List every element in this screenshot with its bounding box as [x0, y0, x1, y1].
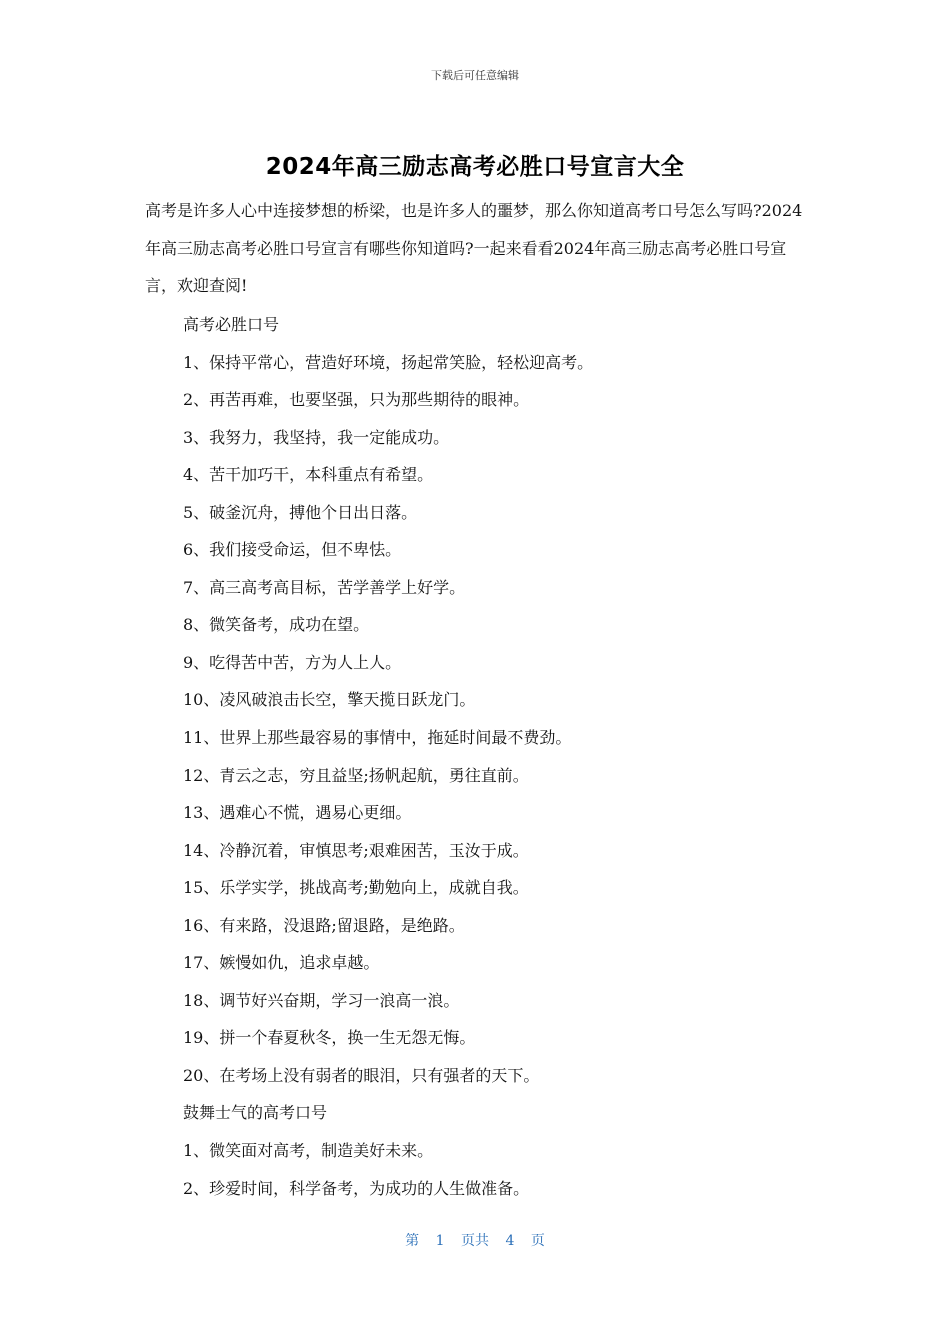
page-footer: [0, 1230, 950, 1250]
footer-middle: 页共: [461, 1233, 489, 1249]
list-item: 10、凌风破浪击长空，擎天揽日跃龙门。: [183, 690, 476, 710]
list-item: 14、冷静沉着，审慎思考;艰难困苦，玉汝于成。: [183, 840, 529, 860]
footer-total-pages: 4: [505, 1233, 515, 1249]
list-item: 9、吃得苦中苦，方为人上人。: [183, 652, 402, 672]
slogan-list: [183, 306, 813, 1207]
footer-current-page: 1: [435, 1233, 445, 1249]
list-item: 19、拼一个春夏秋冬，换一生无怨无悔。: [183, 1028, 476, 1048]
list-item: 3、我努力，我坚持，我一定能成功。: [183, 427, 450, 447]
header-note: 下载后可任意编辑: [431, 69, 519, 82]
section-heading: 高考必胜口号: [183, 315, 280, 334]
list-item: 11、世界上那些最容易的事情中，拖延时间最不费劲。: [183, 728, 572, 748]
list-item: 2、珍爱时间，科学备考，为成功的人生做准备。: [183, 1178, 530, 1198]
list-item: 7、高三高考高目标，苦学善学上好学。: [183, 577, 466, 597]
document-title: 2024年高三励志高考必胜口号宣言大全: [265, 154, 685, 180]
section-heading: 鼓舞士气的高考口号: [183, 1103, 328, 1123]
list-item: 6、我们接受命运，但不卑怯。: [183, 540, 402, 560]
footer-prefix: 第: [405, 1233, 420, 1249]
list-item: 4、苦干加巧干，本科重点有希望。: [183, 465, 434, 485]
list-item: 17、嫉慢如仇，追求卓越。: [183, 953, 380, 973]
list-item: 16、有来路，没退路;留退路，是绝路。: [183, 915, 465, 935]
list-item: 12、青云之志，穷且益坚;扬帆起航，勇往直前。: [183, 765, 529, 785]
list-item: 18、调节好兴奋期，学习一浪高一浪。: [183, 990, 460, 1010]
list-item: 2、再苦再难，也要坚强，只为那些期待的眼神。: [183, 390, 530, 410]
list-item: 15、乐学实学，挑战高考;勤勉向上，成就自我。: [183, 878, 529, 898]
list-item: 20、在考场上没有弱者的眼泪，只有强者的天下。: [183, 1065, 540, 1085]
list-item: 13、遇难心不慌，遇易心更细。: [183, 803, 412, 823]
footer-suffix: 页: [530, 1233, 545, 1249]
list-item: 8、微笑备考，成功在望。: [183, 615, 370, 635]
list-item: 1、微笑面对高考，制造美好未来。: [183, 1141, 434, 1161]
intro-paragraph: 高考是许多人心中连接梦想的桥梁，也是许多人的噩梦，那么你知道高考口号怎么写吗?2024年高三励志高考必胜口号宣言有哪些你知道吗?一起来看看2024年高三励志高考必胜口号宣言，欢迎查阅!: [145, 201, 803, 295]
list-item: 5、破釜沉舟，搏他个日出日落。: [183, 502, 418, 522]
list-item: 1、保持平常心，营造好环境，扬起常笑脸，轻松迎高考。: [183, 352, 594, 372]
